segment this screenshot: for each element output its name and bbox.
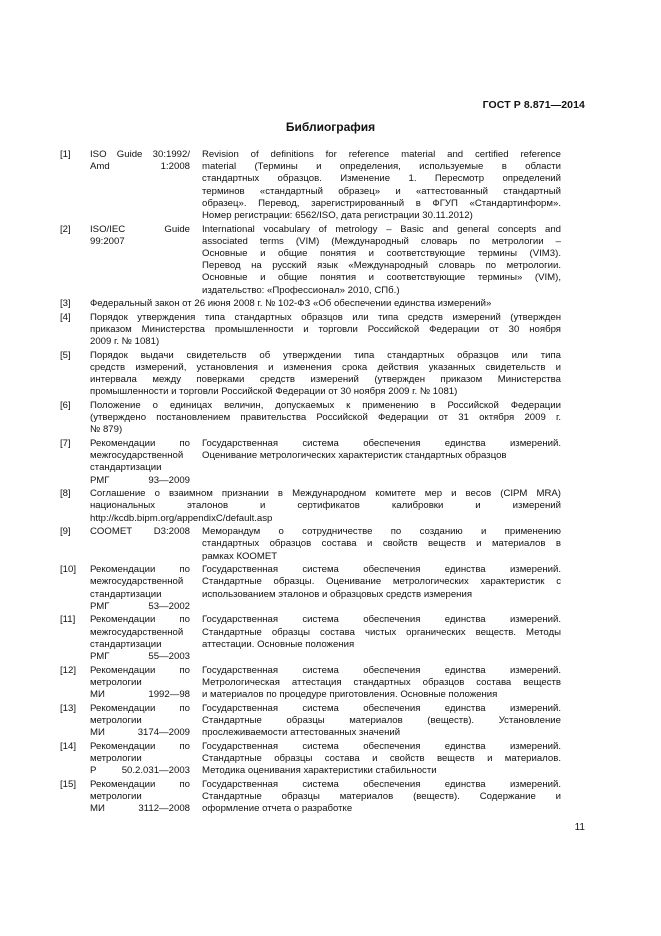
bibliography-entry — [60, 665, 561, 702]
entry-text-line: Порядок утверждения типа стандартных образцов или типа средств измерений (утвержден — [90, 311, 561, 323]
entry-description — [202, 149, 561, 222]
entry-number: [8] — [60, 488, 71, 500]
entry-text-line: Соглашение о взаимном признании в Международном комитете мер и весов (CIPM MRA) — [90, 488, 561, 500]
entry-description-line: Государственная система обеспечения единства измерений. — [202, 437, 561, 449]
entry-description-line: стандартных образцов состава и свойств веществ и материалов в — [202, 538, 561, 550]
entry-description-line: Стандартные образцы материалов (веществ). Установление — [202, 714, 561, 726]
entry-description-line: Стандартные образцы. Оценивание метрологических характеристик с — [202, 576, 561, 588]
entry-source-line: Рекомендации по — [90, 702, 190, 714]
entry-description — [202, 224, 561, 297]
entry-text-line: Федеральный закон от 26 июня 2008 г. № 102-ФЗ «Об обеспечении единства измерений» — [90, 298, 492, 310]
entry-description-line: Меморандум о сотрудничестве по созданию и применению — [202, 526, 561, 538]
entry-source-line: ISO/IEC Guide — [90, 223, 190, 235]
entry-source-line: Рекомендации по — [90, 437, 190, 449]
entry-description-line: прослеживаемости аттестованных значений — [202, 726, 401, 738]
entry-source-line: РМГ 53—2002 — [90, 600, 190, 612]
entry-source-line: Рекомендации по — [90, 664, 190, 676]
entry-source — [90, 438, 190, 487]
entry-number: [15] — [60, 778, 77, 790]
entry-source-line: МИ 1992—98 — [90, 688, 190, 700]
entry-source-line: МИ 3174—2009 — [90, 726, 190, 738]
entry-number: [5] — [60, 349, 71, 361]
entry-source — [90, 703, 190, 740]
entry-number: [10] — [60, 564, 77, 576]
bibliography-entry — [60, 488, 561, 525]
bibliography-entry — [60, 703, 561, 740]
entry-description-line: и материалов по процедуре приготовления. Основные положения — [202, 688, 498, 700]
entry-description-line: Стандартные образцы материалов (веществ). Содержание и — [202, 790, 561, 802]
entry-source-line: Amd 1:2008 — [90, 161, 190, 173]
entry-number: [7] — [60, 437, 71, 449]
entry-source — [90, 149, 190, 173]
entry-text-line: приказом Министерства промышленности и торговли Российской Федерации от 30 ноября — [90, 323, 561, 335]
bibliography-entry — [60, 224, 561, 297]
bibliography-entry — [60, 400, 561, 437]
entry-source-line: МИ 3112—2008 — [90, 802, 190, 814]
entry-description-line: Методика оценивания характеристики стабильности — [202, 764, 437, 776]
entry-description-line: использованием эталонов и образцовых средств измерения — [202, 588, 473, 600]
bibliography-entry — [60, 149, 561, 222]
entry-number: [2] — [60, 223, 71, 235]
entry-description-line: Revision of definitions for reference material and certified reference — [202, 149, 561, 160]
entry-text — [90, 312, 561, 349]
bibliography-entry — [60, 350, 561, 399]
entry-description-line: рамках КООМЕТ — [202, 550, 278, 562]
entry-text-line: (утверждено постановлением правительства Российской Федерации от 31 октября 2009 г. — [90, 412, 561, 424]
entry-description — [202, 564, 561, 601]
bibliography-entry — [60, 298, 561, 310]
bibliography-entry — [60, 526, 561, 563]
entry-text-line: Порядок выдачи свидетельств об утверждении типа стандартных образцов или типа — [90, 349, 561, 361]
entry-source-line: Р 50.2.031—2003 — [90, 764, 190, 776]
bibliography-entry — [60, 741, 561, 778]
entry-description-line: Государственная система обеспечения единства измерений. — [202, 740, 561, 752]
entry-description-line: Основные и общие понятия и соответствующие термины» (VIM), — [202, 272, 561, 284]
bibliography-entry — [60, 312, 561, 349]
entry-description-line: material (Термины и определения, используемые в области — [202, 161, 561, 173]
entry-source — [90, 564, 190, 613]
bibliography-title: Библиография — [285, 120, 376, 134]
entry-text-line: национальных эталонов и сертификатов калибровки и измерений — [90, 500, 561, 512]
entry-description — [202, 741, 561, 778]
entry-source-line: 99:2007 — [90, 235, 125, 247]
entry-source-line: метрологии — [90, 714, 142, 726]
entry-source-line: ISO Guide 30:1992/ — [90, 149, 190, 160]
entry-description-line: Государственная система обеспечения единства измерений. — [202, 778, 561, 790]
entry-source-line: РМГ 55—2003 — [90, 650, 190, 662]
entry-text-line: Положение о единицах величин, допускаемых к применению в Российской Федерации — [90, 399, 561, 411]
entry-description-line: Государственная система обеспечения единства измерений. — [202, 664, 561, 676]
entry-number: [4] — [60, 311, 71, 323]
document-code: ГОСТ Р 8.871—2014 — [482, 99, 585, 111]
entry-description — [202, 614, 561, 651]
entry-source — [90, 665, 190, 702]
entry-source-line: межгосударственной — [90, 450, 184, 462]
entry-description-line: Стандартные образцы состава и свойств веществ и материалов. — [202, 752, 561, 764]
entry-source-line: РМГ 93—2009 — [90, 474, 190, 486]
entry-source-line: межгосударственной — [90, 576, 184, 588]
bibliography-entry — [60, 614, 561, 663]
entry-text-line: № 879) — [90, 424, 123, 436]
entry-number: [3] — [60, 298, 71, 310]
entry-source — [90, 614, 190, 663]
entry-description-line: Государственная система обеспечения единства измерений. — [202, 564, 561, 576]
entry-text-line: 2009 г. № 1081) — [90, 336, 160, 348]
entry-text — [90, 400, 561, 437]
bibliography-entry — [60, 779, 561, 816]
entry-description-line: Перевод на русский язык «Международный словарь по метрологии. — [202, 260, 561, 272]
entry-description-line: Номер регистрации: 6562/ISO, дата регистрации 30.11.2012) — [202, 210, 473, 222]
entry-source — [90, 526, 190, 538]
entry-source — [90, 224, 190, 248]
entry-description-line: Стандартные образцы состава чистых органических веществ. Методы — [202, 626, 561, 638]
entry-number: [12] — [60, 664, 77, 676]
entry-description-line: оформление отчета о разработке — [202, 802, 353, 814]
entry-text-line: http://kcdb.bipm.org/appendixC/default.asp — [90, 512, 273, 524]
entry-description-line: аттестации. Основные положения — [202, 638, 355, 650]
entry-number: [13] — [60, 702, 77, 714]
entry-source — [90, 779, 190, 816]
entry-text-line: интервала между поверками средств измерений (утвержден приказом Министерства — [90, 374, 561, 386]
entry-description — [202, 526, 561, 563]
entry-source-line: стандартизации — [90, 588, 162, 600]
entry-number: [9] — [60, 526, 71, 538]
entry-source-line: метрологии — [90, 752, 142, 764]
bibliography-entry — [60, 438, 561, 487]
entry-source-line: стандартизации — [90, 462, 162, 474]
entry-source-line: COOMET D3:2008 — [90, 526, 190, 538]
entry-source — [90, 741, 190, 778]
entry-number: [1] — [60, 149, 71, 160]
entry-description-line: associated terms (VIM) (Международный словарь по метрологии – — [202, 235, 561, 247]
entry-source-line: Рекомендации по — [90, 778, 190, 790]
entry-description-line: Государственная система обеспечения единства измерений. — [202, 614, 561, 626]
page-number: 11 — [574, 822, 585, 833]
entry-description-line: терминов «стандартный образец» и «аттестованный стандартный — [202, 185, 561, 197]
entry-text-line: промышленности и торговли Российской Федерации от 30 ноября 2009 г. № 1081) — [90, 386, 458, 398]
entry-description — [202, 665, 561, 702]
entry-number: [11] — [60, 614, 76, 626]
entry-description — [202, 438, 561, 462]
entry-description-line: International vocabulary of metrology – Basic and general concepts and — [202, 223, 561, 235]
entry-text-line: средств измерений, установления и изменения срока действия указанных свидетельств и — [90, 361, 561, 373]
entry-description-line: образец». Перевод, зарегистрированный в ФГУП «Стандартинформ». — [202, 197, 561, 209]
entry-description-line: Основные и общие понятия и соответствующие термины (VIM3). — [202, 247, 561, 259]
entry-source-line: метрологии — [90, 790, 142, 802]
entry-source-line: межгосударственной — [90, 626, 184, 638]
entry-description-line: издательство: «Профессионал» 2010, СПб.) — [202, 284, 400, 296]
entry-source-line: Рекомендации по — [90, 740, 190, 752]
entry-description-line: Оценивание метрологических характеристик стандартных образцов — [202, 450, 507, 462]
entry-text — [90, 488, 561, 525]
entry-source-line: Рекомендации по — [90, 614, 190, 626]
entry-text — [90, 298, 561, 310]
entry-source-line: метрологии — [90, 676, 142, 688]
entry-source-line: Рекомендации по — [90, 564, 190, 576]
entry-text — [90, 350, 561, 399]
entry-description — [202, 703, 561, 740]
bibliography-entry — [60, 564, 561, 613]
bibliography-list — [60, 149, 561, 817]
entry-description-line: стандартных образцов. Изменение 1. Пересмотр определений — [202, 173, 561, 185]
entry-number: [6] — [60, 399, 71, 411]
entry-description-line: Метрологическая аттестация стандартных образцов состава веществ — [202, 676, 561, 688]
entry-number: [14] — [60, 740, 77, 752]
entry-description — [202, 779, 561, 816]
entry-source-line: стандартизации — [90, 638, 162, 650]
entry-description-line: Государственная система обеспечения единства измерений. — [202, 702, 561, 714]
